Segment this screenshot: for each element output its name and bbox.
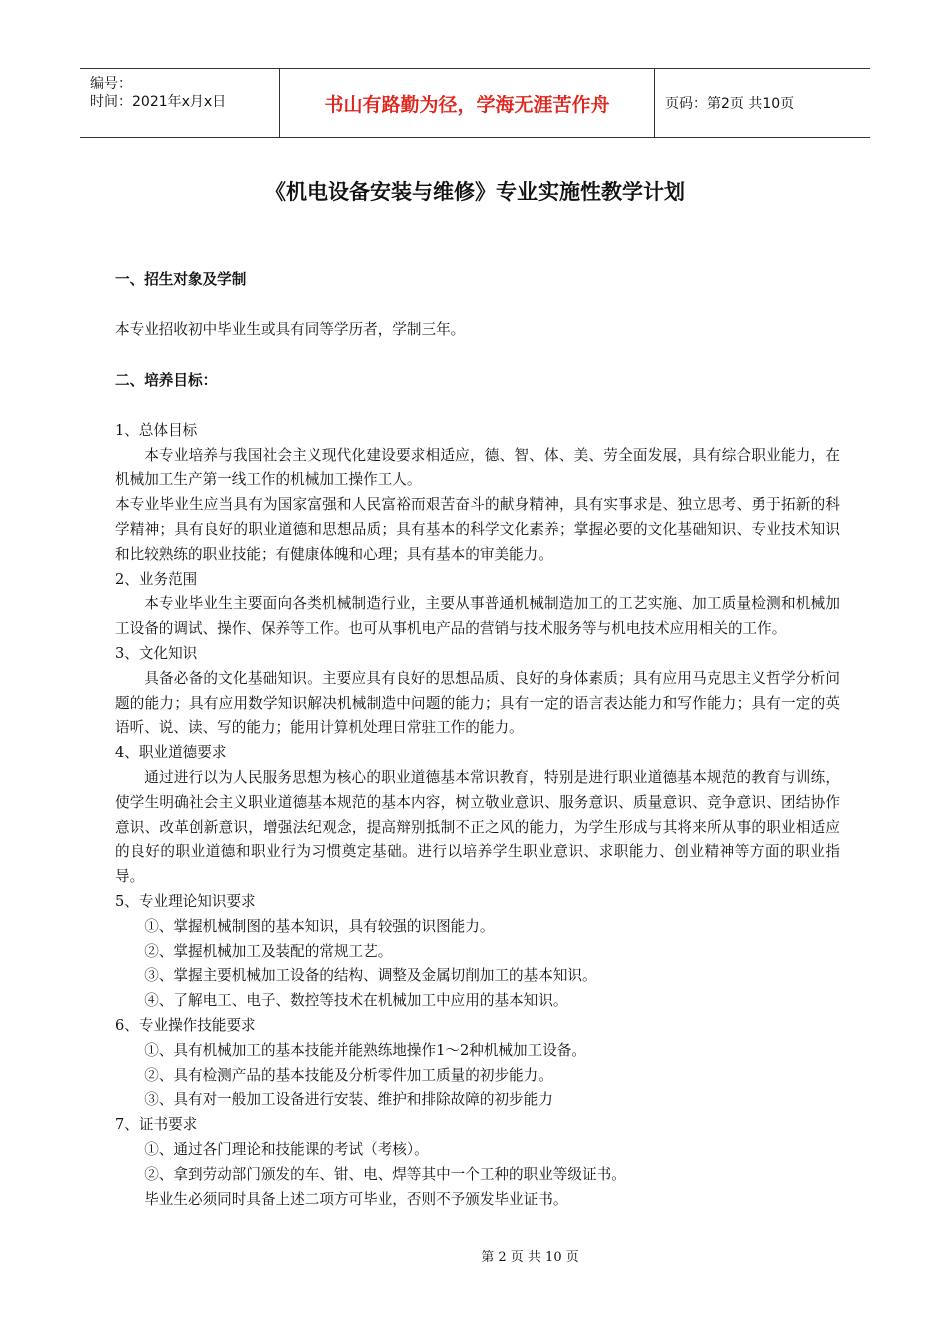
time-label: 时间：2021年x月x日 [90, 94, 227, 110]
sub4-paragraph-1: 通过进行以为人民服务思想为核心的职业道德基本常识教育，特别是进行职业道德基本规范的教育与训练，使学生明确社会主义职业道德基本规范的基本内容，树立敬业意识、服务意识、质量意识、竞争意识、团结协作意识、改革创新意识，增强法纪观念，提高辩别抵制不正之风的能力，为学生形成与其将来所从事的职业相适应的良好的职业道德和职业行为习惯奠定基础。进行以培养学生职业意识、求职能力、创业精神等方面的职业指导。 [115, 768, 840, 886]
sub4-title: 4、职业道德要求 [115, 744, 227, 762]
sub5-item: ④、了解电工、电子、数控等技术在机械加工中应用的基本知识。 [144, 992, 568, 1010]
document-title: 《机电设备安装与维修》专业实施性教学计划 [265, 180, 685, 204]
sub7-item: 毕业生必须同时具备上述二项方可毕业，否则不予颁发毕业证书。 [144, 1190, 568, 1208]
header-meta [80, 69, 280, 137]
sub7-title: 7、证书要求 [115, 1116, 198, 1134]
document-body [115, 268, 840, 1212]
page-footer: 第 2 页 共 10 页 [481, 1250, 579, 1265]
sub6-title: 6、专业操作技能要求 [115, 1016, 256, 1034]
sub3-paragraph-1: 具备必备的文化基础知识。主要应具有良好的思想品质、良好的身体素质；具有应用马克思主义哲学分析问题的能力；具有应用数学知识解决机械制造中问题的能力；具有一定的语言表达能力和写作能力；具有一定的英语听、说、读、写的能力；能用计算机处理日常驻工作的能力。 [115, 669, 840, 737]
sub6-item: ②、具有检测产品的基本技能及分析零件加工质量的初步能力。 [144, 1066, 553, 1084]
section1-text: 本专业招收初中毕业生或具有同等学历者，学制三年。 [115, 321, 466, 338]
sub5-item: ②、掌握机械加工及装配的常规工艺。 [144, 942, 393, 960]
sub3-title: 3、文化知识 [115, 644, 198, 662]
section1-heading: 一、招生对象及学制 [115, 271, 247, 288]
sub1-title: 1、总体目标 [115, 421, 198, 439]
sub6-item: ③、具有对一般加工设备进行安装、维护和排除故障的初步能力 [144, 1091, 553, 1109]
sub2-paragraph-1: 本专业毕业生主要面向各类机械制造行业，主要从事普通机械制造加工的工艺实施、加工质量检测和机械加工设备的调试、操作、保养等工作。也可从事机电产品的营销与技术服务等与机电技术应用相关的工作。 [115, 595, 840, 638]
sub1-paragraph-1: 本专业培养与我国社会主义现代化建设要求相适应，德、智、体、美、劳全面发展，具有综合职业能力，在机械加工生产第一线工作的机械加工操作工人。 [115, 446, 840, 489]
header-page-info: 页码：第2页 共10页 [665, 96, 795, 112]
header-motto: 书山有路勤为径，学海无涯苦作舟 [280, 69, 655, 137]
number-label: 编号： [90, 76, 132, 92]
sub1-paragraph-2: 本专业毕业生应当具有为国家富强和人民富裕而艰苦奋斗的献身精神，具有实事求是、独立思考、勇于拓新的科学精神；具有良好的职业道德和思想品质；具有基本的科学文化素养；掌握必要的文化基础知识、专业技术知识和比较熟练的职业技能；有健康体魄和心理；具有基本的审美能力。 [115, 496, 840, 563]
sub6-item: ①、具有机械加工的基本技能并能熟练地操作1～2种机械加工设备。 [144, 1041, 586, 1059]
sub2-title: 2、业务范围 [115, 570, 198, 588]
sub5-item: ③、掌握主要机械加工设备的结构、调整及金属切削加工的基本知识。 [144, 967, 597, 985]
sub7-item: ②、拿到劳动部门颁发的车、钳、电、焊等其中一个工种的职业等级证书。 [144, 1165, 626, 1183]
section2-heading: 二、培养目标： [115, 371, 218, 389]
page-header [80, 68, 870, 138]
sub5-title: 5、专业理论知识要求 [115, 892, 256, 910]
sub5-item: ①、掌握机械制图的基本知识，具有较强的识图能力。 [144, 917, 495, 935]
sub7-item: ①、通过各门理论和技能课的考试（考核）。 [144, 1140, 429, 1158]
